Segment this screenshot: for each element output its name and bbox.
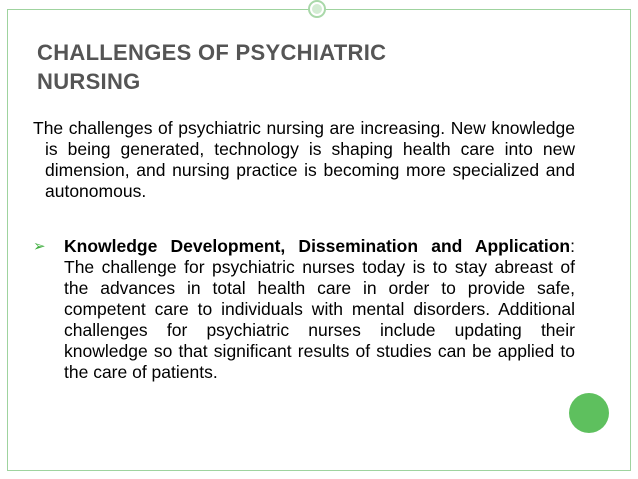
bullet-body: : The challenge for psychiatric nurses today is to stay abreast of the advances in total health care in order to provide safe, competent care to individuals with mental disorders. Additional challenges for psychiatric nurses include updating their knowledge so that significant results of studies can be applied to the care of patients. [64, 236, 575, 382]
frame-right-line [630, 9, 631, 471]
frame-bottom-line [7, 470, 631, 471]
frame-left-line [7, 9, 8, 471]
bullet-heading: Knowledge Development, Dissemination and Application [64, 236, 571, 256]
decorative-circle-right [569, 393, 609, 433]
slide-title-line-1: CHALLENGES OF PSYCHIATRIC [37, 40, 387, 65]
bullet-text [64, 236, 575, 383]
slide-title-line-2: NURSING [37, 69, 141, 94]
arrow-bullet-icon: ➢ [33, 238, 46, 255]
slide-title [37, 38, 577, 96]
decorative-circle-top-inner [312, 4, 322, 14]
intro-paragraph: The challenges of psychiatric nursing are increasing. New knowledge is being generated, technology is shaping health care into new dimension, and nursing practice is becoming more specialized and autonomous. [33, 118, 575, 201]
